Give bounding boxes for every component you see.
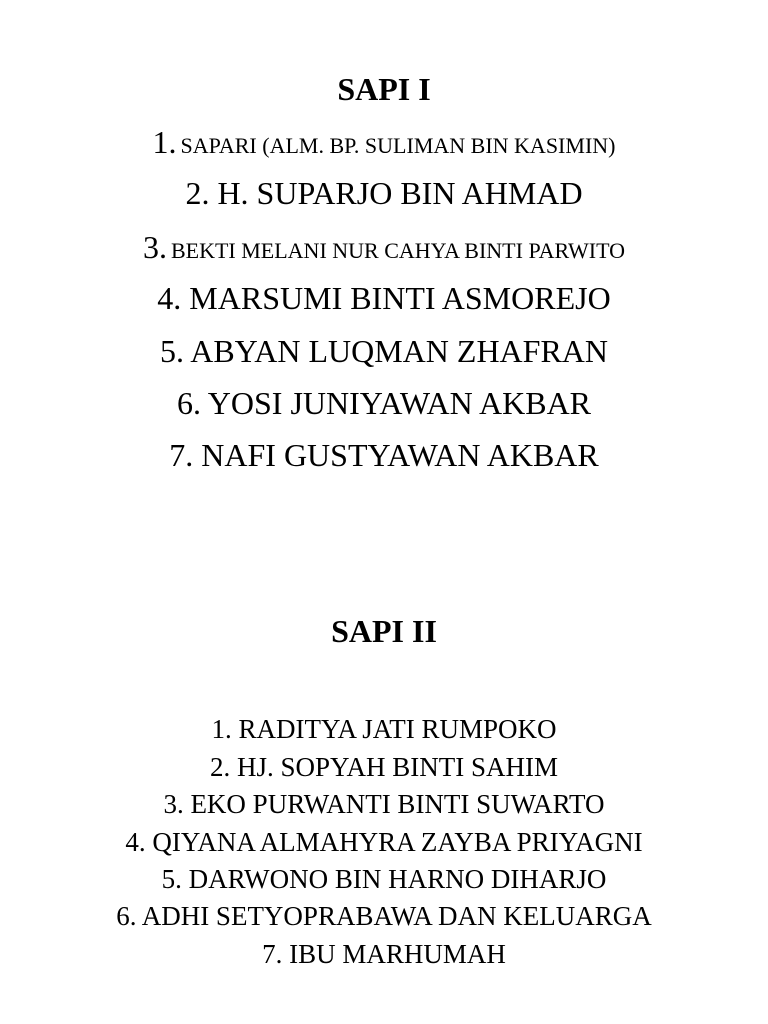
sapi-1-item-3-name: BEKTI MELANI NUR CAHYA BINTI PARWITO [170, 238, 626, 263]
sapi-2-item-2: 2. HJ. SOPYAH BINTI SAHIM [209, 752, 559, 782]
sapi-2-item-6: 6. ADHI SETYOPRABAWA DAN KELUARGA [116, 901, 652, 931]
sapi-1-item-6: 6. YOSI JUNIYAWAN AKBAR [176, 385, 592, 421]
sapi-1-item-1 [0, 126, 768, 158]
sapi-1-item-3 [0, 231, 768, 263]
sapi-2-heading: SAPI II [331, 613, 437, 649]
sapi-1-item-5: 5. ABYAN LUQMAN ZHAFRAN [159, 333, 609, 369]
sapi-2-item-4: 4. QIYANA ALMAHYRA ZAYBA PRIYAGNI [125, 827, 643, 857]
sapi-1-item-2: 2. H. SUPARJO BIN AHMAD [185, 175, 583, 211]
sapi-1-item-7: 7. NAFI GUSTYAWAN AKBAR [169, 437, 599, 473]
sapi-2-item-5: 5. DARWONO BIN HARNO DIHARJO [161, 864, 607, 894]
sapi-1-heading: SAPI I [337, 71, 431, 107]
sapi-1-item-4: 4. MARSUMI BINTI ASMOREJO [157, 280, 611, 316]
sapi-2-item-7: 7. IBU MARHUMAH [262, 939, 506, 969]
sapi-1-item-1-number: 1. [152, 124, 177, 160]
sapi-2-item-3: 3. EKO PURWANTI BINTI SUWARTO [163, 789, 605, 819]
sapi-1-item-3-number: 3. [142, 229, 167, 265]
sapi-2-item-1: 1. RADITYA JATI RUMPOKO [211, 714, 557, 744]
sapi-1-item-1-name: SAPARI (ALM. BP. SULIMAN BIN KASIMIN) [180, 133, 616, 158]
